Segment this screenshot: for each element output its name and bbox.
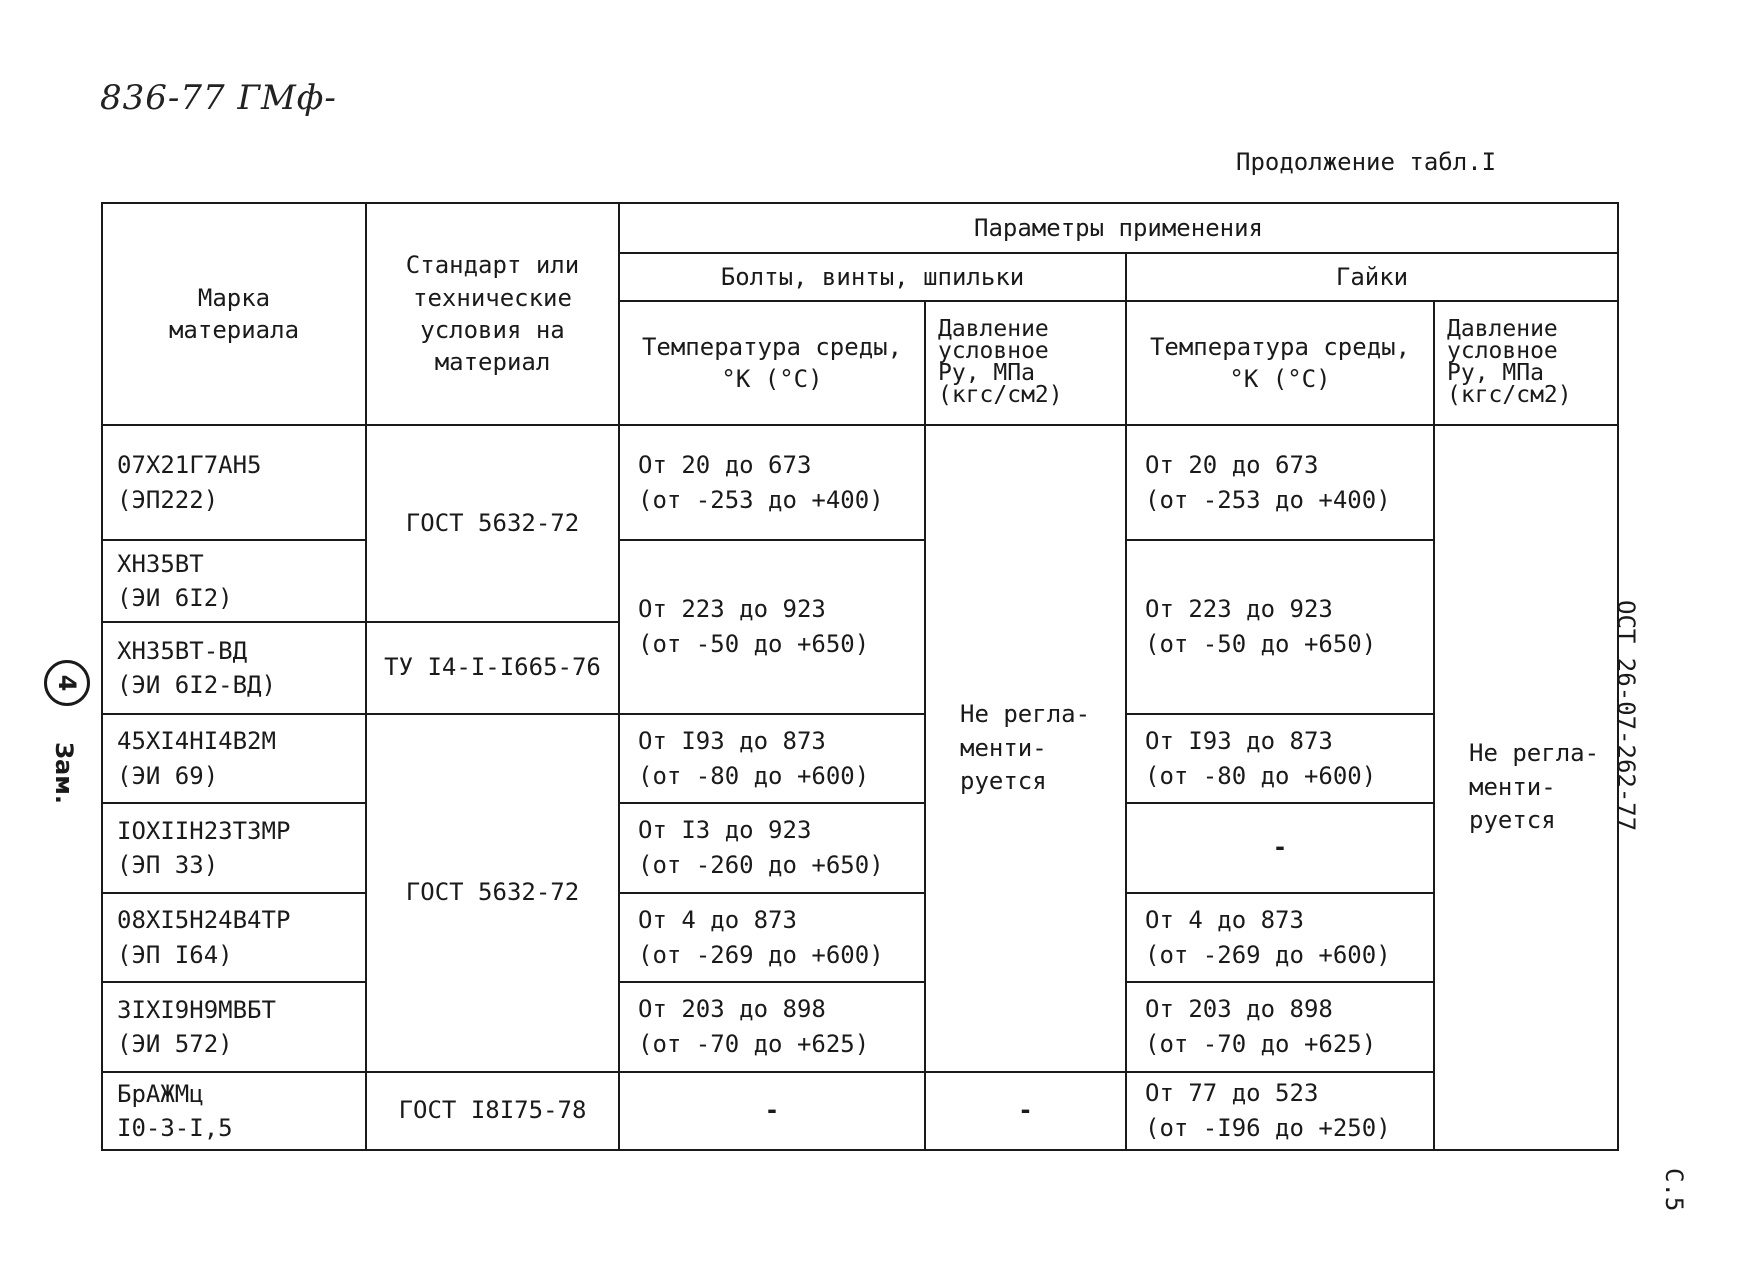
bolts-temperature-cell: От I93 до 873 (от -80 до +600)	[619, 714, 925, 803]
bolts-temperature-cell: От I3 до 923 (от -260 до +650)	[619, 803, 925, 893]
nuts-temperature-cell: От 203 до 898 (от -70 до +625)	[1126, 982, 1434, 1072]
material-cell: 45ХI4НI4В2М (ЭИ 69)	[102, 714, 366, 803]
material-cell: 07Х21Г7АН5 (ЭП222)	[102, 425, 366, 540]
bolts-temperature-cell: От 4 до 873 (от -269 до +600)	[619, 893, 925, 982]
bolts-temperature-cell: -	[619, 1072, 925, 1150]
header-bolts: Болты, винты, шпильки	[619, 253, 1126, 301]
nuts-temperature-cell: От 77 до 523 (от -I96 до +250)	[1126, 1072, 1434, 1150]
table-caption: Продолжение табл.I	[1236, 148, 1497, 176]
nuts-temperature-cell: От I93 до 873 (от -80 до +600)	[1126, 714, 1434, 803]
table-row	[102, 714, 1618, 803]
table-row	[102, 1072, 1618, 1150]
bolts-temperature-cell: От 223 до 923 (от -50 до +650)	[619, 540, 925, 714]
header-nuts-temperature: Температура среды, °К (°С)	[1126, 301, 1434, 425]
nuts-temperature-cell: От 20 до 673 (от -253 до +400)	[1126, 425, 1434, 540]
standard-cell: ТУ I4-I-I665-76	[366, 622, 619, 714]
material-cell: 3IХI9Н9МВБТ (ЭИ 572)	[102, 982, 366, 1072]
standard-cell: ГОСТ 5632-72	[366, 425, 619, 622]
header-bolts-pressure: Давление условное Ру, МПа (кгс/см2)	[925, 301, 1126, 425]
bolts-pressure-cell: Не регла- менти- руется	[925, 425, 1126, 1072]
nuts-pressure-cell: Не регла- менти- руется	[1434, 425, 1618, 1150]
change-number-circle: 4	[44, 660, 90, 706]
nuts-temperature-cell: -	[1126, 803, 1434, 893]
material-spec-table	[101, 202, 1619, 1151]
header-nuts-pressure: Давление условное Ру, МПа (кгс/см2)	[1434, 301, 1618, 425]
header-nuts: Гайки	[1126, 253, 1618, 301]
table-row	[102, 540, 1618, 622]
material-cell: ХН35ВТ (ЭИ 6I2)	[102, 540, 366, 622]
material-cell: IОХIIН23Т3МР (ЭП 33)	[102, 803, 366, 893]
standard-cell: ГОСТ 5632-72	[366, 714, 619, 1072]
nuts-temperature-cell: От 223 до 923 (от -50 до +650)	[1126, 540, 1434, 714]
material-cell: 08ХI5Н24В4ТР (ЭП I64)	[102, 893, 366, 982]
change-label: Зам.	[50, 742, 78, 804]
document-code: ОСТ 26-07-262-77	[1612, 600, 1640, 832]
header-bolts-temperature: Температура среды, °К (°С)	[619, 301, 925, 425]
header-standard: Стандарт или технические условия на материал	[366, 203, 619, 425]
bolts-temperature-cell: От 20 до 673 (от -253 до +400)	[619, 425, 925, 540]
table-row	[102, 425, 1618, 540]
table-row	[102, 893, 1618, 982]
handwritten-note: 836-77 ГМф-	[100, 78, 337, 118]
page-number: С.5	[1660, 1168, 1688, 1212]
bolts-temperature-cell: От 203 до 898 (от -70 до +625)	[619, 982, 925, 1072]
material-cell: БрАЖМц I0-3-I,5	[102, 1072, 366, 1150]
header-material: Марка материала	[102, 203, 366, 425]
table-row	[102, 982, 1618, 1072]
bolts-pressure-cell: -	[925, 1072, 1126, 1150]
table-row	[102, 803, 1618, 893]
header-params: Параметры применения	[619, 203, 1618, 253]
standard-cell: ГОСТ I8I75-78	[366, 1072, 619, 1150]
nuts-temperature-cell: От 4 до 873 (от -269 до +600)	[1126, 893, 1434, 982]
material-cell: ХН35ВТ-ВД (ЭИ 6I2-ВД)	[102, 622, 366, 714]
